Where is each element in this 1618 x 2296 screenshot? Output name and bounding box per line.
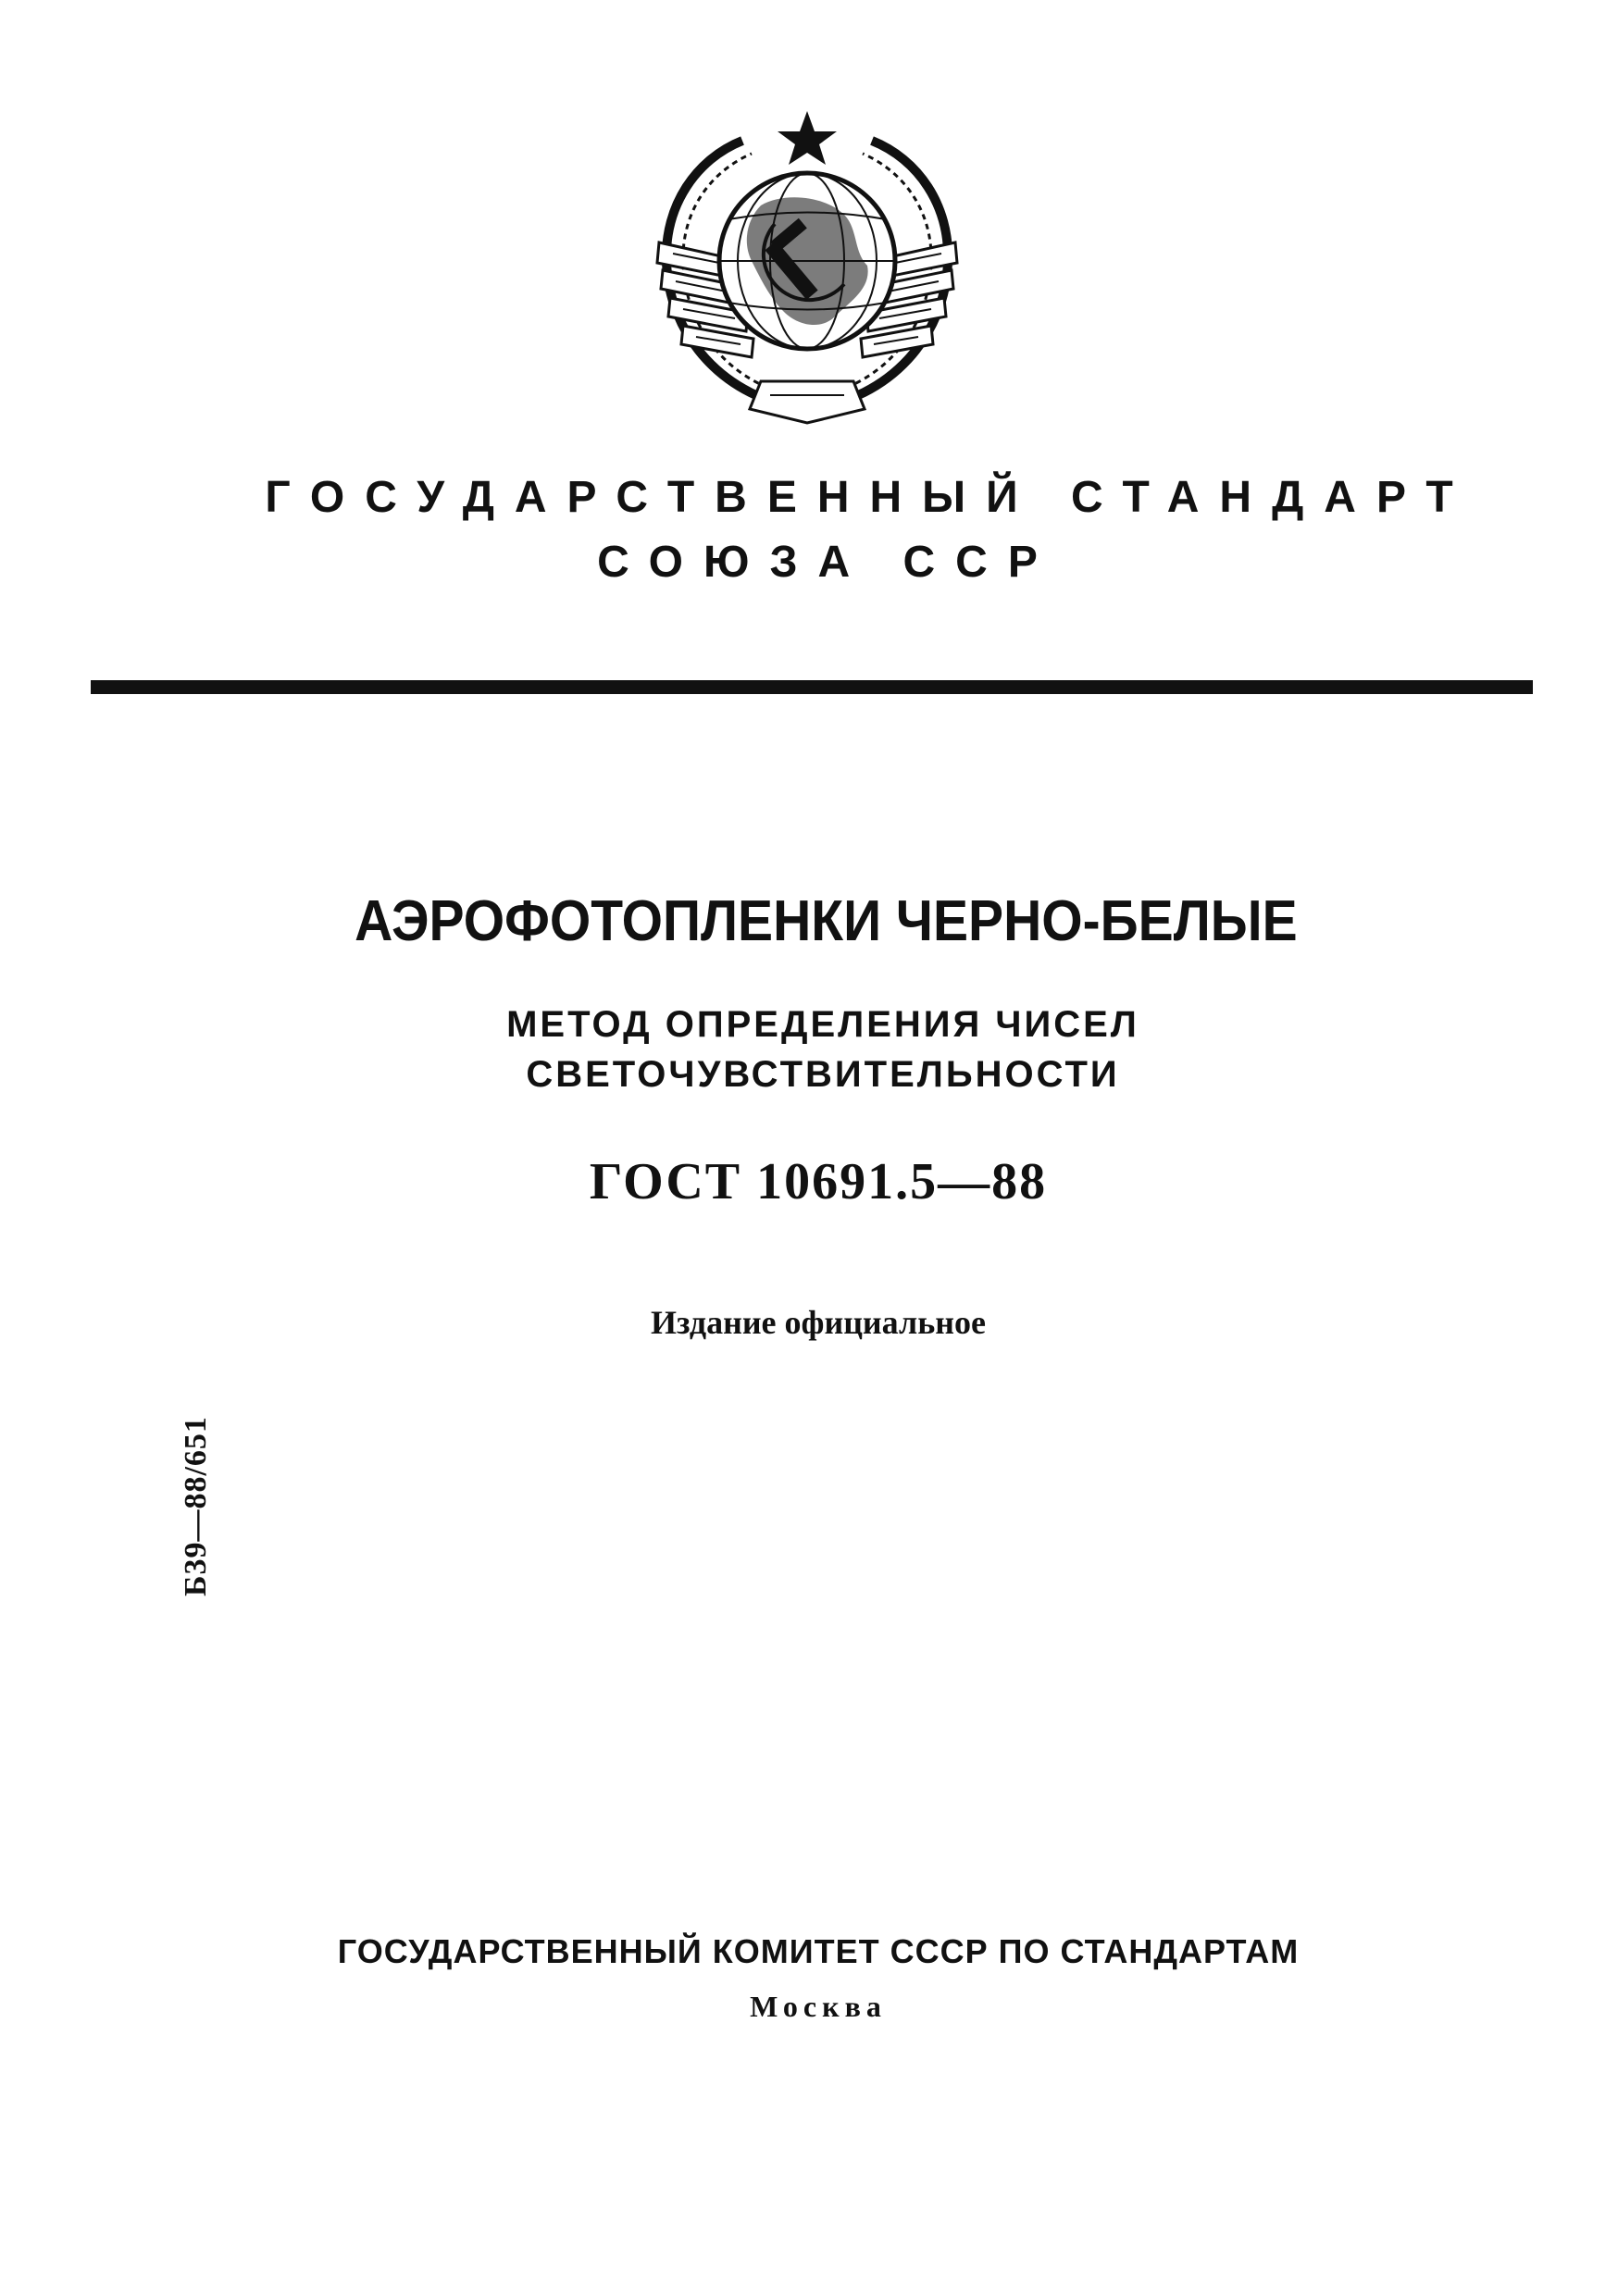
ussr-state-emblem-icon (622, 104, 992, 455)
document-subtitle (0, 999, 1618, 1099)
subtitle-line-2: СВЕТОЧУВСТВИТЕЛЬНОСТИ (526, 1054, 1120, 1095)
edition-note: Издание официальное (651, 1304, 986, 1341)
subtitle-line-1: МЕТОД ОПРЕДЕЛЕНИЯ ЧИСЕЛ (506, 1004, 1139, 1045)
publisher: ГОСУДАРСТВЕННЫЙ КОМИТЕТ СССР ПО СТАНДАРТАМ (337, 1932, 1300, 1970)
publication-city: Москва (750, 1990, 887, 2023)
horizontal-divider (91, 680, 1533, 694)
document-title: АЭРОФОТОПЛЕНКИ ЧЕРНО-БЕЛЫЕ (355, 889, 1298, 953)
header-ussr: СОЮЗА ССР (597, 538, 1058, 587)
standard-number: ГОСТ 10691.5—88 (589, 1153, 1048, 1210)
header-state-standard: ГОСУДАРСТВЕННЫЙ СТАНДАРТ (265, 473, 1474, 522)
vertical-catalog-code: Б39—88/651 (179, 1416, 213, 1596)
